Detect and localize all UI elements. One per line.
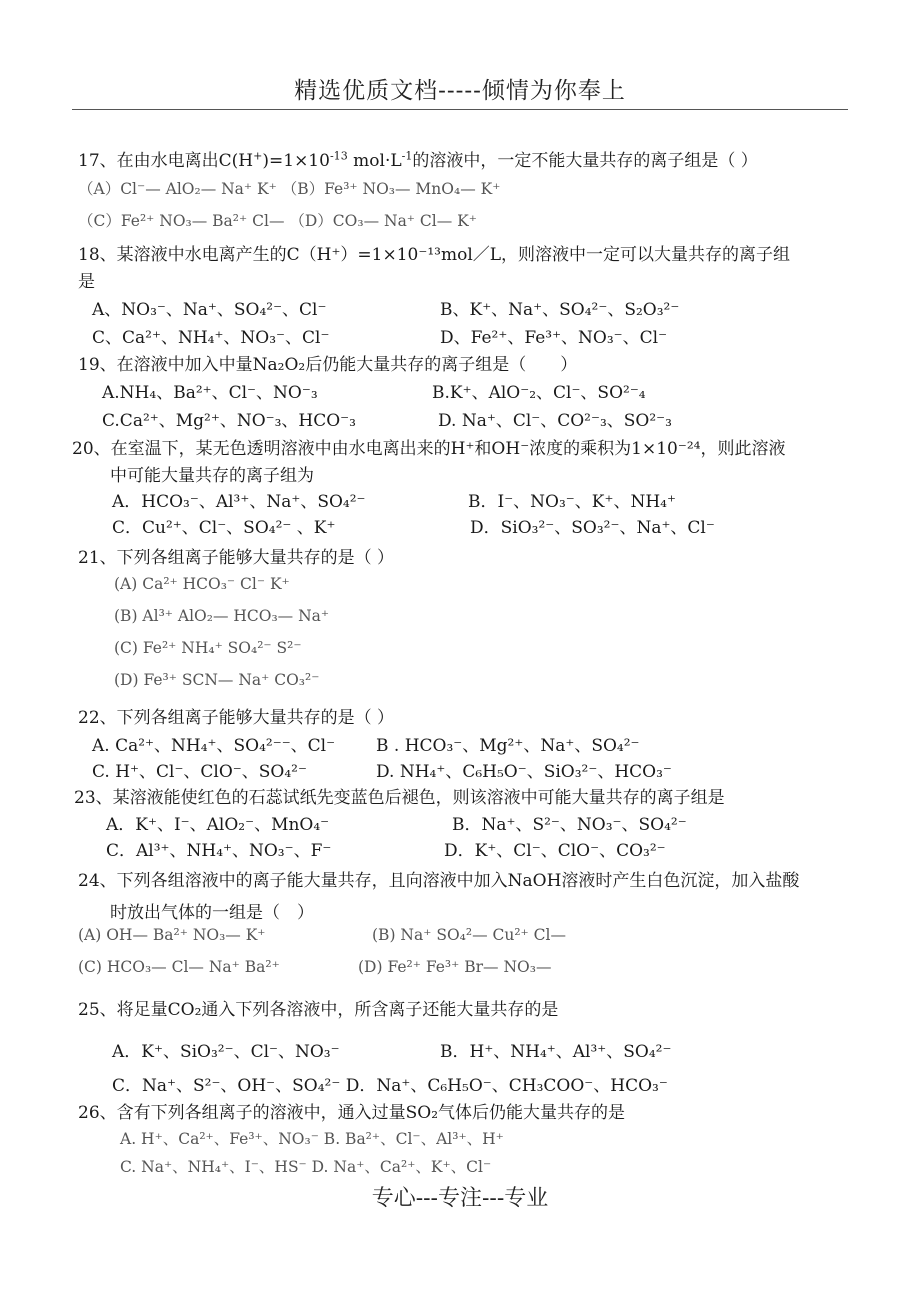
- header-divider: [72, 109, 848, 110]
- question-25-stem: 25、将足量CO₂通入下列各溶液中，所含离子还能大量共存的是: [78, 1000, 559, 1020]
- question-23-option-c: C．Al³⁺、NH₄⁺、NO₃⁻、F⁻: [106, 841, 332, 861]
- question-22-option-c: C. H⁺、Cl⁻、ClO⁻、SO₄²⁻: [92, 762, 307, 782]
- question-21-option-b: (B) Al³⁺ AlO₂— HCO₃— Na⁺: [114, 607, 330, 625]
- question-17-stem: 17、在由水电离出$C(H^+)=1\times 10^{-13}$ $mol\cdot L^{-1}$的溶液中，一定不能大量共存的离子组是（ ）: [78, 149, 758, 171]
- question-21-stem: 21、下列各组离子能够大量共存的是（ ）: [78, 548, 395, 568]
- question-20-option-d: D．SiO₃²⁻、SO₃²⁻、Na⁺、Cl⁻: [470, 518, 715, 538]
- question-22-option-a: A. Ca²⁺、NH₄⁺、SO₄²⁻⁻、Cl⁻: [92, 736, 336, 756]
- question-19-option-b: B.K⁺、AlO⁻₂、Cl⁻、SO²⁻₄: [432, 383, 646, 403]
- question-20-stem: 20、在室温下，某无色透明溶液中由水电离出来的H⁺和OH⁻浓度的乘积为1×10⁻²⁴，则此溶液: [72, 439, 786, 459]
- page-footer: 专心---专注---专业: [371, 1186, 549, 1211]
- question-26-stem: 26、含有下列各组离子的溶液中，通入过量SO₂气体后仍能大量共存的是: [78, 1103, 626, 1123]
- question-23-option-b: B．Na⁺、S²⁻、NO₃⁻、SO₄²⁻: [452, 815, 687, 835]
- question-24-option-b: (B) Na⁺ SO₄²— Cu²⁺ Cl—: [372, 926, 566, 944]
- question-22-stem: 22、下列各组离子能够大量共存的是（ ）: [78, 708, 395, 728]
- question-20-option-b: B．I⁻、NO₃⁻、K⁺、NH₄⁺: [468, 492, 676, 512]
- question-24-stem-cont: 时放出气体的一组是（ ）: [110, 903, 314, 923]
- question-25-option-b: B．H⁺、NH₄⁺、Al³⁺、SO₄²⁻: [440, 1042, 672, 1062]
- question-25-option-a: A．K⁺、SiO₃²⁻、Cl⁻、NO₃⁻: [112, 1042, 340, 1062]
- question-22-option-b: B . HCO₃⁻、Mg²⁺、Na⁺、SO₄²⁻: [376, 736, 640, 756]
- question-21-option-a: (A) Ca²⁺ HCO₃⁻ Cl⁻ K⁺: [114, 575, 290, 593]
- question-18-option-a: A、NO₃⁻、Na⁺、SO₄²⁻、Cl⁻: [92, 300, 327, 320]
- question-18-option-b: B、K⁺、Na⁺、SO₄²⁻、S₂O₃²⁻: [440, 300, 680, 320]
- question-23-stem: 23、某溶液能使红色的石蕊试纸先变蓝色后褪色，则该溶液中可能大量共存的离子组是: [74, 788, 725, 808]
- page-header: 精选优质文档-----倾情为你奉上: [294, 78, 626, 104]
- question-19-stem: 19、在溶液中加入中量Na₂O₂后仍能大量共存的离子组是（ ）: [78, 355, 578, 375]
- question-18-option-c: C、Ca²⁺、NH₄⁺、NO₃⁻、Cl⁻: [92, 328, 330, 348]
- question-17-options-cd: （C）Fe²⁺ NO₃— Ba²⁺ Cl— （D）CO₃— Na⁺ Cl— K⁺: [78, 212, 477, 230]
- question-18-stem: 18、某溶液中水电离产生的C（H⁺）=1×10⁻¹³mol／L，则溶液中一定可以大量共存的离子组: [78, 245, 791, 265]
- question-24-option-c: (C) HCO₃— Cl— Na⁺ Ba²⁺: [78, 958, 280, 976]
- question-20-option-a: A．HCO₃⁻、Al³⁺、Na⁺、SO₄²⁻: [112, 492, 366, 512]
- question-23-option-d: D．K⁺、Cl⁻、ClO⁻、CO₃²⁻: [444, 841, 666, 861]
- question-20-option-c: C．Cu²⁺、Cl⁻、SO₄²⁻ 、K⁺: [112, 518, 336, 538]
- question-18-option-d: D、Fe²⁺、Fe³⁺、NO₃⁻、Cl⁻: [440, 328, 668, 348]
- question-21-option-d: (D) Fe³⁺ SCN— Na⁺ CO₃²⁻: [114, 671, 320, 689]
- question-19-option-c: C.Ca²⁺、Mg²⁺、NO⁻₃、HCO⁻₃: [102, 411, 356, 431]
- question-24-option-d: (D) Fe²⁺ Fe³⁺ Br— NO₃—: [358, 958, 552, 976]
- question-21-option-c: (C) Fe²⁺ NH₄⁺ SO₄²⁻ S²⁻: [114, 639, 302, 657]
- question-26-options-ab: A. H⁺、Ca²⁺、Fe³⁺、NO₃⁻ B. Ba²⁺、Cl⁻、Al³⁺、H⁺: [120, 1130, 504, 1148]
- question-19-option-a: A.NH₄、Ba²⁺、Cl⁻、NO⁻₃: [102, 383, 318, 403]
- question-23-option-a: A．K⁺、I⁻、AlO₂⁻、MnO₄⁻: [106, 815, 330, 835]
- question-24-stem: 24、下列各组溶液中的离子能大量共存，且向溶液中加入NaOH溶液时产生白色沉淀，加入盐酸: [78, 871, 800, 891]
- question-19-option-d: D. Na⁺、Cl⁻、CO²⁻₃、SO²⁻₃: [438, 411, 672, 431]
- question-26-options-cd: C. Na⁺、NH₄⁺、I⁻、HS⁻ D. Na⁺、Ca²⁺、K⁺、Cl⁻: [120, 1158, 492, 1176]
- question-25-options-cd: C．Na⁺、S²⁻、OH⁻、SO₄²⁻ D．Na⁺、C₆H₅O⁻、CH₃COO⁻、HCO₃⁻: [112, 1076, 668, 1096]
- question-22-option-d: D. NH₄⁺、C₆H₅O⁻、SiO₃²⁻、HCO₃⁻: [376, 762, 672, 782]
- question-18-stem-cont: 是: [78, 272, 95, 292]
- question-17-options-ab: （A）Cl⁻— AlO₂— Na⁺ K⁺ （B）Fe³⁺ NO₃— MnO₄— K⁺: [78, 180, 501, 198]
- question-24-option-a: (A) OH— Ba²⁺ NO₃— K⁺: [78, 926, 266, 944]
- question-20-stem-cont: 中可能大量共存的离子组为: [110, 466, 314, 486]
